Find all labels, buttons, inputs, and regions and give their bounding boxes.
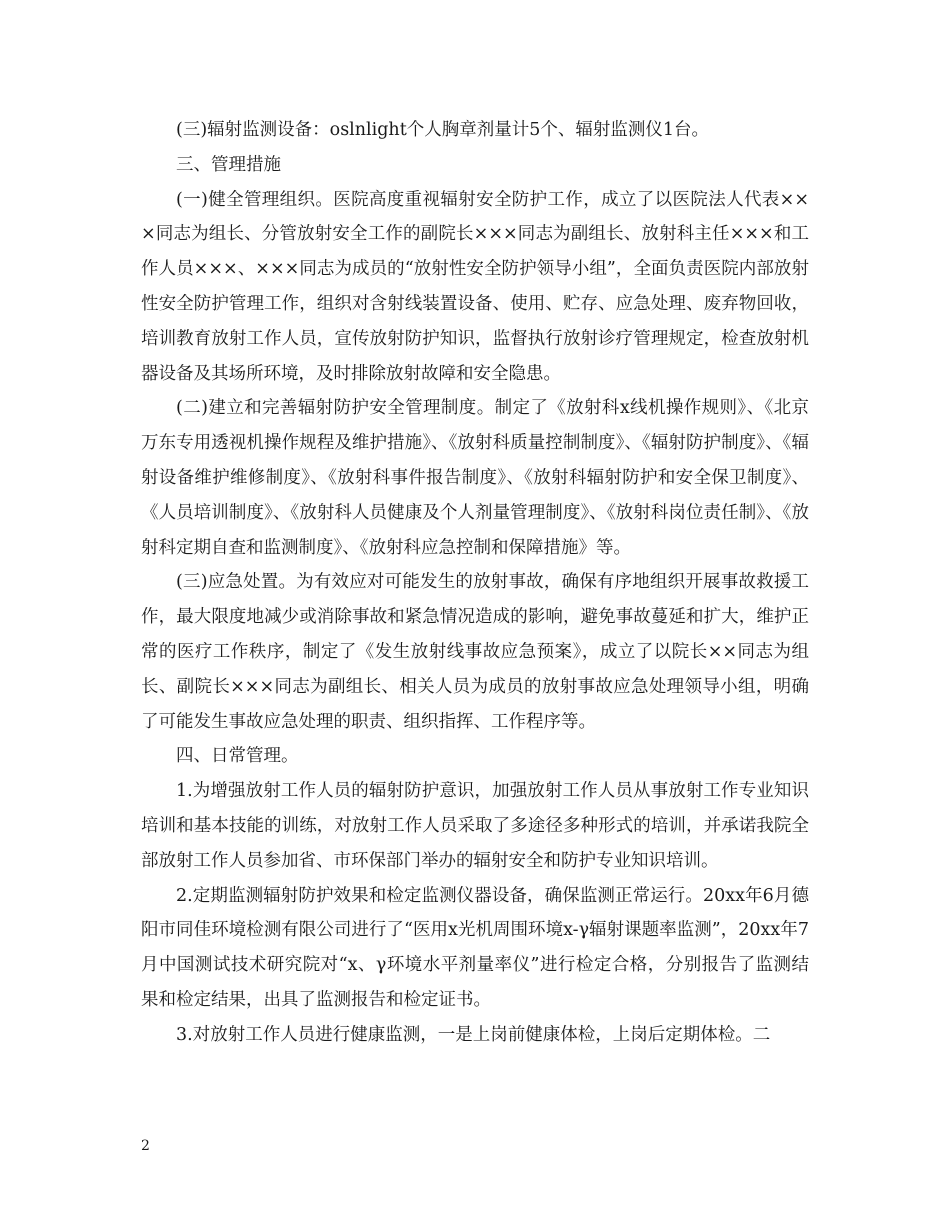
paragraph-safety-regulations: (二)建立和完善辐射防护安全管理制度。制定了《放射科x线机操作规则》、《北京万东专用透视机操作规程及维护措施》、《放射科质量控制制度》、《辐射防护制度》、《辐射设备维护维修制度》、《放射科事件报告制度》、《放射科辐射防护和安全保卫制度》、《人员培训制度》、《放射科人员健康及个人剂量管理制度》、《放射科岗位责任制》、《放射科定期自查和监测制度》、《放射科应急控制和保障措施》等。	[141, 398, 809, 558]
paragraph-periodic-monitoring: 2.定期监测辐射防护效果和检定监测仪器设备，确保监测正常运行。20xx年6月德阳市同佳环境检测有限公司进行了“医用x光机周围环境x-γ辐射课题率监测”，20xx年7月中国测试技术研究院对“x、γ环境水平剂量率仪”进行检定合格，分别报告了监测结果和检定结果，出具了监测报告和检定证书。	[141, 885, 809, 1010]
paragraph-health-monitoring: 3.对放射工作人员进行健康监测，一是上岗前健康体检，上岗后定期体检。二	[176, 1024, 771, 1045]
paragraph-management-organization: (一)健全管理组织。医院高度重视辐射安全防护工作，成立了以医院法人代表×××同志为组长、分管放射安全工作的副院长×××同志为副组长、放射科主任×××和工作人员×××、×××同志为成员的“放射性安全防护领导小组”，全面负责医院内部放射性安全防护管理工作，组织对含射线装置设备、使用、贮存、应急处理、废弃物回收，培训教育放射工作人员，宣传放射防护知识，监督执行放射诊疗管理规定，检查放射机器设备及其场所环境，及时排除放射故障和安全隐患。	[141, 189, 809, 384]
page-number: 2	[141, 1138, 150, 1154]
paragraph-emergency-handling: (三)应急处置。为有效应对可能发生的放射事故，确保有序地组织开展事故救援工作，最大限度地减少或消除事故和紧急情况造成的影响，避免事故蔓延和扩大，维护正常的医疗工作秩序，制定了《发生放射线事故应急预案》，成立了以院长××同志为组长、副院长×××同志为副组长、相关人员为成员的放射事故应急处理领导小组，明确了可能发生事故应急处理的职责、组织指挥、工作程序等。	[141, 572, 809, 732]
paragraph-monitoring-equipment: (三)辐射监测设备：oslnlight个人胸章剂量计5个、辐射监测仪1台。	[176, 120, 710, 140]
document-body	[141, 113, 809, 1053]
section-heading-daily-management: 四、日常管理。	[176, 746, 299, 767]
paragraph-training: 1.为增强放射工作人员的辐射防护意识，加强放射工作人员从事放射工作专业知识培训和基本技能的训练，对放射工作人员采取了多途径多种形式的培训，并承诺我院全部放射工作人员参加省、市环保部门举办的辐射安全和防护专业知识培训。	[141, 781, 809, 871]
section-heading-management: 三、管理措施	[176, 154, 281, 175]
